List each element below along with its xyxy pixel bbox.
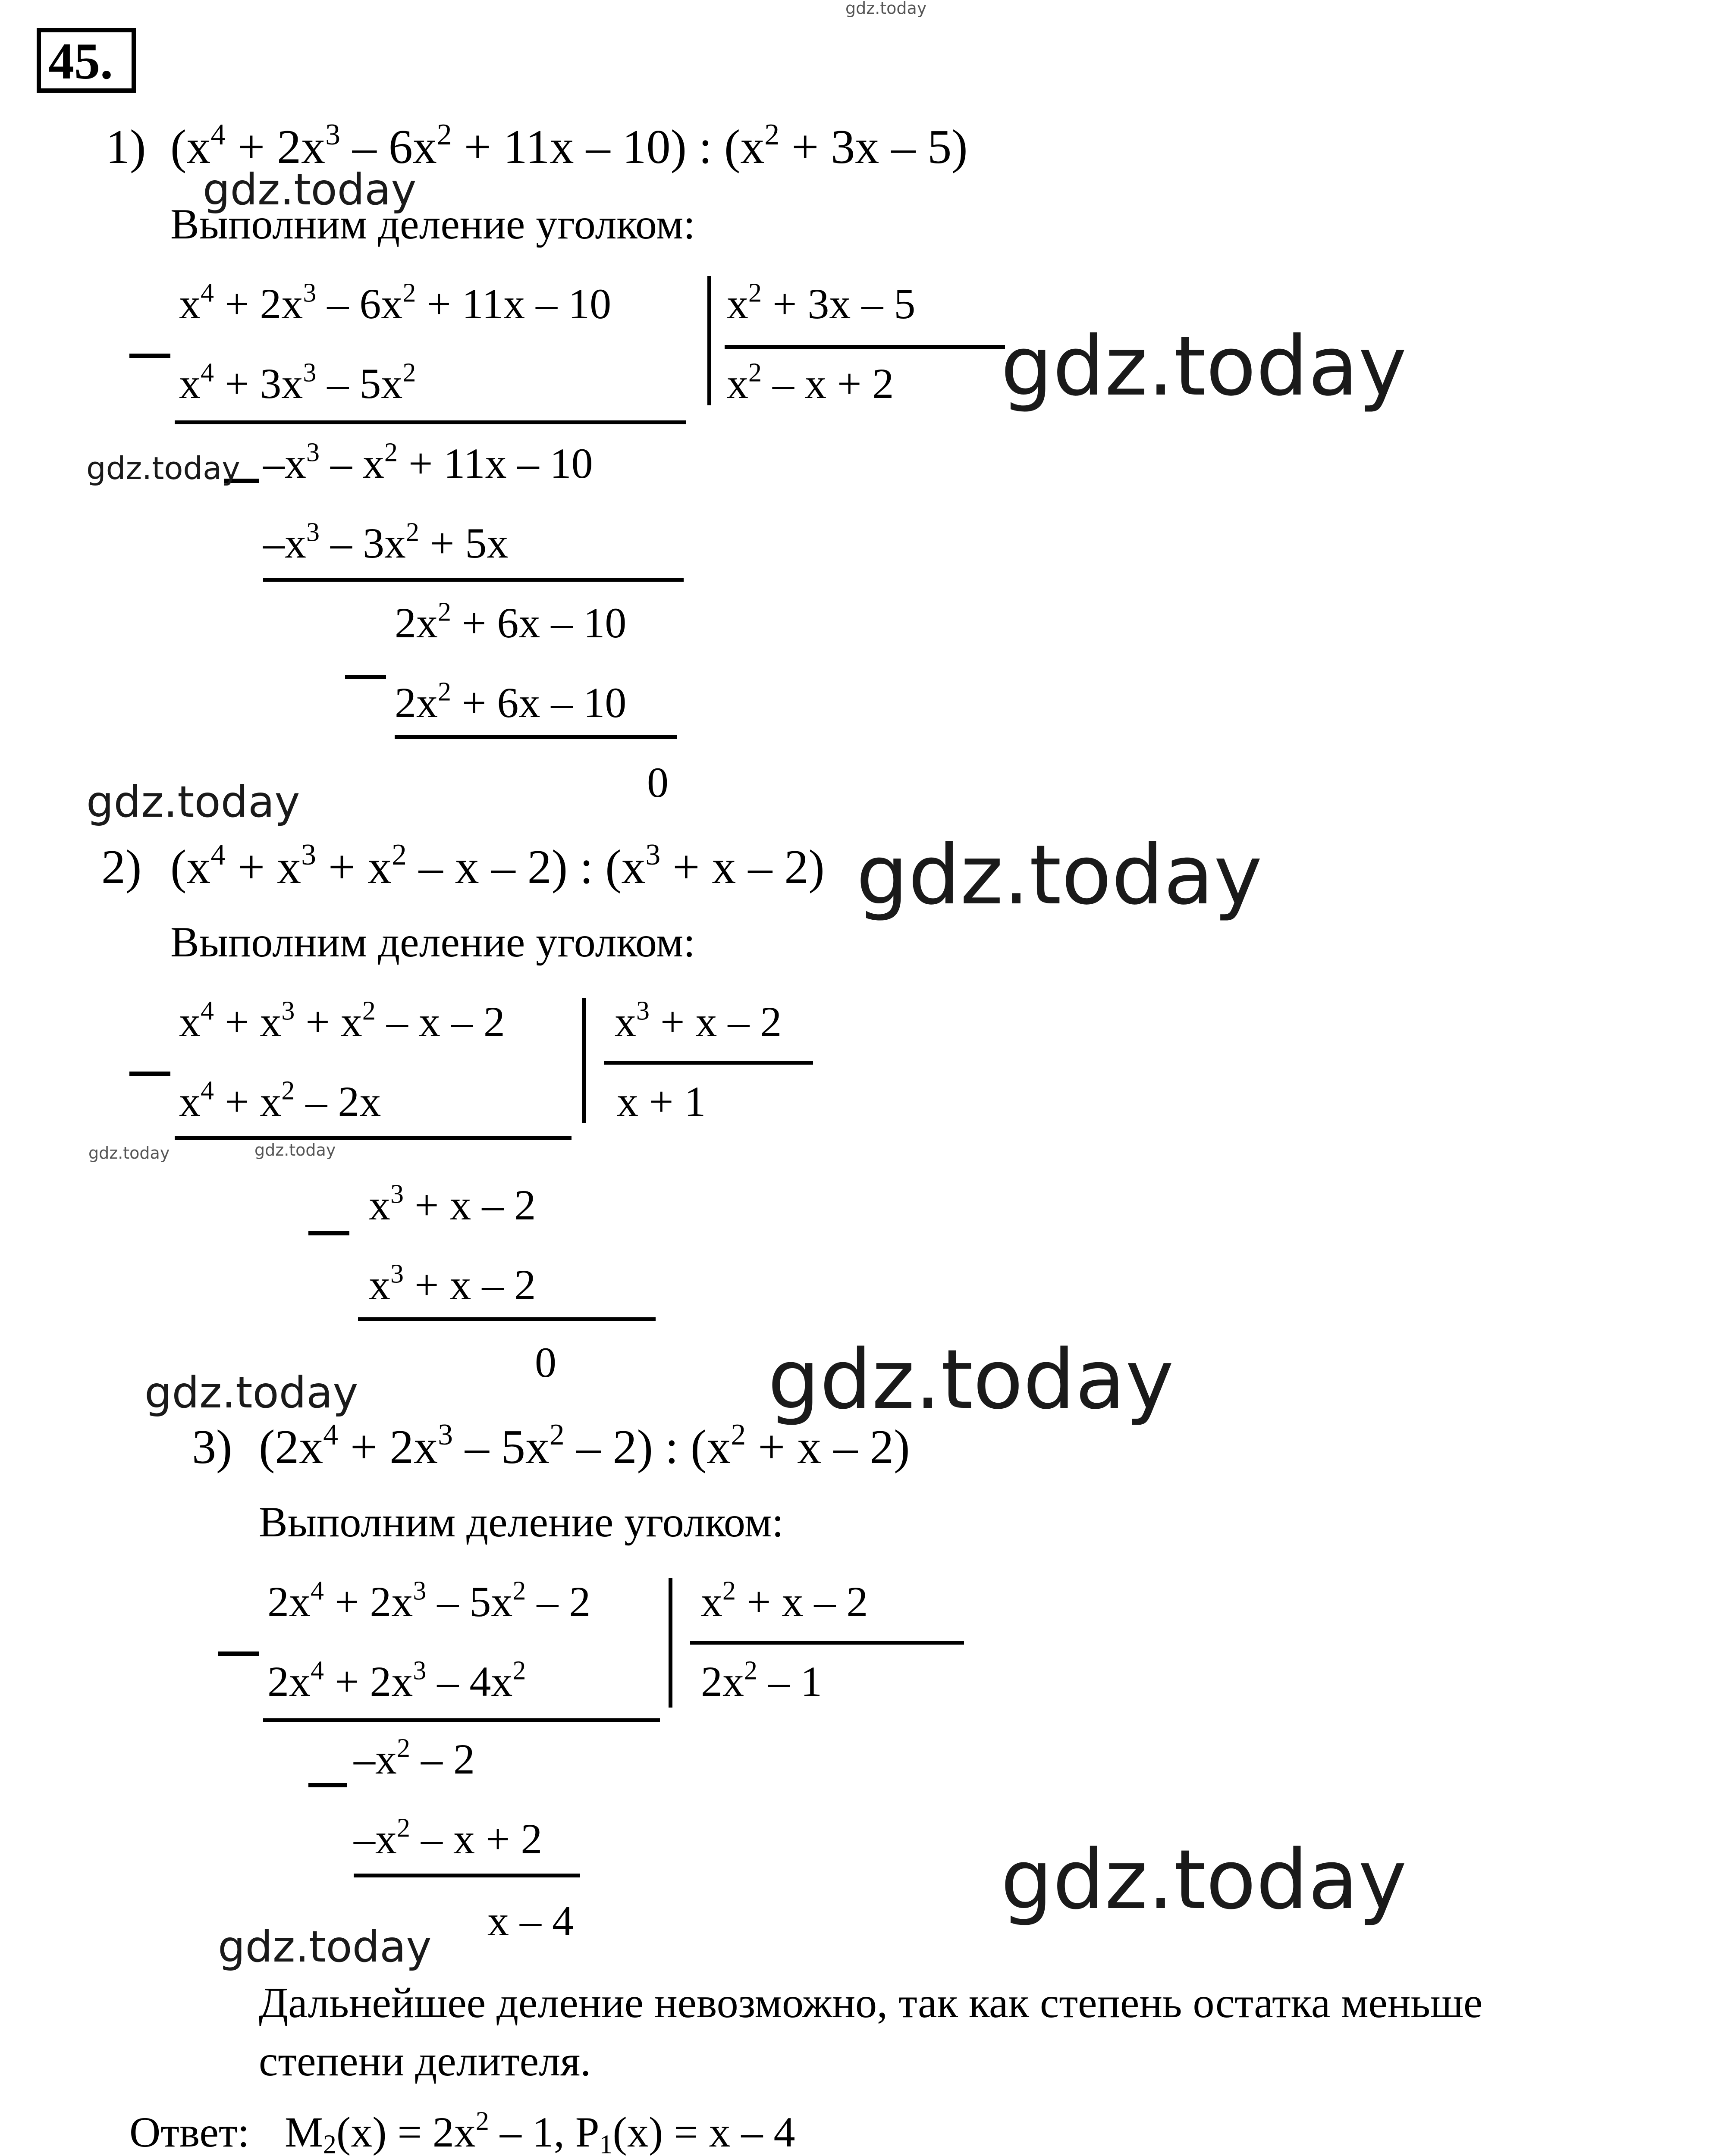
part1-intro: Выполним деление уголком: <box>170 200 696 248</box>
part3-rule-1 <box>263 1718 660 1722</box>
watermark: gdz.today <box>768 1332 1174 1427</box>
part3-divisor: $x^2 + x - 2$ <box>701 1576 868 1626</box>
watermark: gdz.today <box>144 1367 358 1418</box>
part2-divisor: $x^3 + x - 2$ <box>615 996 782 1046</box>
part2-minus-1 <box>129 1072 170 1076</box>
part1-expression: $(x^4 + 2x^3 - 6x^2 + 11x - 10)$ : $(x^2 + 3x - 5)$ <box>170 118 968 174</box>
part3-divisor-line <box>690 1641 964 1645</box>
part2-expression: $(x^4 + x^3 + x^2 - x - 2)$ : $(x^3 + x - 2)$ <box>170 838 825 894</box>
part2-rule-2 <box>358 1317 656 1321</box>
part2-dividend: $x^4 + x^3 + x^2 - x - 2$ <box>179 996 505 1046</box>
part1-dividend: $x^4 + 2x^3 - 6x^2 + 11x - 10$ <box>179 278 612 328</box>
part1-step-5: $2x^2 + 6x - 10$ <box>395 677 627 727</box>
watermark: gdz.today <box>856 827 1262 923</box>
watermark: gdz.today <box>86 777 300 827</box>
part3-further-line-2: степени делителя. <box>259 2037 591 2085</box>
part1-step-2: $-x^3 - x^2 + 11x - 10$ <box>263 438 593 487</box>
part2-intro: Выполним деление уголком: <box>170 918 696 966</box>
part3-dividend: $2x^4 + 2x^3 - 5x^2 - 2$ <box>267 1576 591 1626</box>
part2-rule-1 <box>175 1136 572 1140</box>
part1-divisor: $x^2 + 3x - 5$ <box>727 278 916 328</box>
watermark: gdz.today <box>1001 1832 1407 1927</box>
part3-remainder: x – 4 <box>487 1897 574 1945</box>
part1-minus-1 <box>129 354 170 358</box>
part3-intro: Выполним деление уголком: <box>259 1498 784 1546</box>
watermark: gdz.today <box>845 0 927 18</box>
watermark: gdz.today <box>1001 319 1407 414</box>
part3-step-3: $-x^2 - x + 2$ <box>354 1813 543 1863</box>
part3-label: 3) <box>192 1420 232 1474</box>
part2-label: 2) <box>101 840 142 894</box>
part2-division-bar <box>582 998 586 1123</box>
part3-quotient: $2x^2 - 1$ <box>701 1656 822 1705</box>
part3-answer-label: Ответ: <box>129 2108 250 2156</box>
part1-minus-3 <box>345 675 386 679</box>
part3-division-bar <box>669 1578 672 1708</box>
part1-divisor-line <box>725 345 1005 349</box>
part2-quotient: x + 1 <box>617 1078 706 1125</box>
part2-step-3: $x^3 + x - 2$ <box>369 1259 536 1309</box>
part2-divisor-line <box>604 1061 813 1065</box>
part2-step-1: $x^4 + x^2 - 2x$ <box>179 1076 381 1125</box>
part3-rule-2 <box>354 1874 580 1877</box>
part1-remainder: 0 <box>647 758 669 806</box>
part1-rule-3 <box>395 735 677 739</box>
part2-remainder: 0 <box>535 1338 556 1386</box>
problem-number: 45. <box>48 32 113 90</box>
watermark: gdz.today <box>88 1144 170 1163</box>
watermark: gdz.today <box>86 450 240 486</box>
part2-step-2: $x^3 + x - 2$ <box>369 1179 536 1229</box>
part3-minus-2 <box>308 1783 347 1787</box>
part2-minus-2 <box>308 1231 349 1235</box>
part1-label: 1) <box>106 120 146 174</box>
part3-answer: $M_2(x) = 2x^2 - 1$, $P_1(x) = x - 4$ <box>285 2106 795 2156</box>
part3-further-line-1: Дальнейшее деление невозможно, так как степень остатка меньше <box>259 1979 1483 2027</box>
part1-step-3: $-x^3 - 3x^2 + 5x$ <box>263 517 509 567</box>
part1-division-bar <box>707 276 711 405</box>
part1-rule-1 <box>175 420 686 424</box>
part1-step-4: $2x^2 + 6x - 10$ <box>395 597 627 647</box>
part1-quotient: $x^2 - x + 2$ <box>727 358 894 407</box>
watermark: gdz.today <box>203 164 417 215</box>
part3-expression: $(2x^4 + 2x^3 - 5x^2 - 2)$ : $(x^2 + x - 2)$ <box>259 1418 910 1474</box>
part3-minus-1 <box>218 1651 259 1656</box>
watermark: gdz.today <box>218 1921 432 1972</box>
watermark: gdz.today <box>254 1141 336 1159</box>
part1-step-1: $x^4 + 3x^3 - 5x^2$ <box>179 358 416 407</box>
part3-step-2: $-x^2 - 2$ <box>354 1733 475 1783</box>
part3-step-1: $2x^4 + 2x^3 - 4x^2$ <box>267 1656 526 1705</box>
part1-rule-2 <box>263 578 684 582</box>
